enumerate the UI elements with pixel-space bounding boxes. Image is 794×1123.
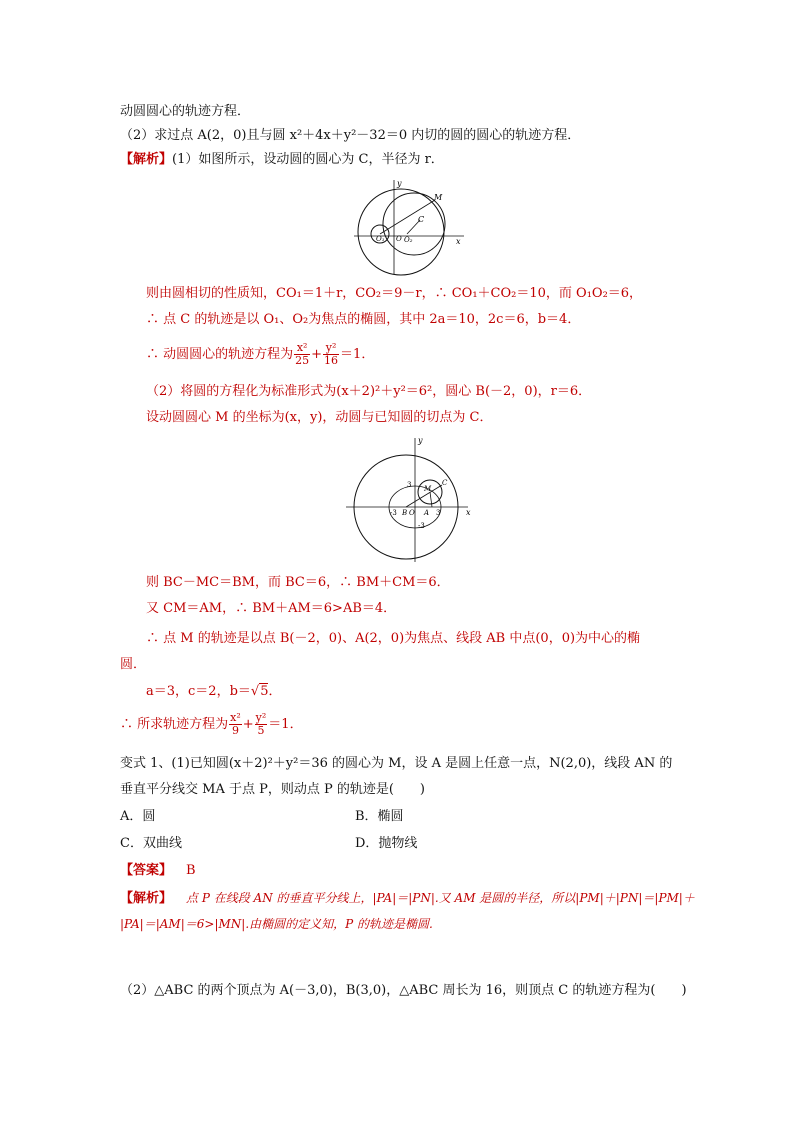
- analysis-line: [120, 889, 695, 908]
- figure-2: [344, 434, 474, 564]
- denominator: 25: [295, 354, 310, 367]
- text-line: ∴ 点 M 的轨迹是以点 B(－2，0)、A(2，0)为焦点、线段 AB 中点(0，0)为中心的椭: [146, 631, 641, 646]
- option-a: A．圆: [120, 809, 156, 824]
- fig1-label-O: O: [396, 235, 402, 243]
- fig2-label-M: M: [424, 485, 432, 493]
- fig1-radius-line: [380, 200, 435, 234]
- values-text: a＝3，c＝2，b＝: [146, 684, 251, 699]
- option-c: C．双曲线: [120, 836, 182, 851]
- values-suffix: ．: [268, 684, 282, 699]
- fig1-label-M: M: [434, 193, 443, 202]
- equation-suffix: ＝1．: [268, 717, 303, 732]
- numerator: y²: [323, 342, 339, 355]
- fig2-line-MA: [430, 492, 432, 507]
- analysis-text-cont: |PA|＝|AM|＝6>|MN|.由椭圆的定义知，P 的轨迹是椭圆.: [120, 917, 433, 931]
- denominator: 5: [257, 724, 265, 737]
- denominator: 16: [324, 354, 339, 367]
- fig2-label-y: y: [418, 436, 423, 445]
- equation-prefix: ∴ 动圆圆心的轨迹方程为: [146, 347, 294, 362]
- answer-value: B: [186, 863, 196, 878]
- text-line: （2）将圆的方程化为标准形式为(x＋2)²＋y²＝6²，圆心 B(－2，0)，r＝6．: [146, 384, 592, 399]
- fraction: [229, 712, 242, 737]
- denominator: 9: [231, 724, 239, 737]
- fig2-label-B: B: [402, 509, 408, 517]
- text-line: 则 BC－MC＝BM，而 BC＝6，∴ BM＋CM＝6．: [146, 575, 450, 590]
- fig1-label-O2: O₂: [404, 236, 413, 244]
- solution-line: [120, 151, 444, 169]
- answer-tag: 【答案】: [120, 863, 173, 878]
- fig2-label-3y: 3: [407, 481, 412, 489]
- equation-line: [146, 340, 374, 370]
- fig1-label-C: C: [418, 215, 425, 224]
- text-line: 又 CM＝AM，∴ BM＋AM＝6>AB＝4．: [146, 601, 397, 616]
- fig2-label-C: C: [442, 479, 448, 487]
- equation-prefix: ∴ 所求轨迹方程为: [120, 717, 229, 732]
- analysis-tag: 【解析】: [120, 891, 173, 906]
- fig2-label-n3y: -3: [418, 522, 425, 530]
- fig2-label-3: 3: [436, 509, 441, 517]
- variant-question-cont: 垂直平分线交 MA 于点 P，则动点 P 的轨迹是( ): [120, 782, 425, 797]
- equation-suffix: ＝1．: [340, 347, 375, 362]
- fig2-label-x: x: [466, 508, 471, 517]
- fig1-label-y: y: [397, 179, 402, 188]
- option-b: B．椭圆: [355, 809, 404, 824]
- solution-tag: 【解析】: [120, 152, 173, 167]
- fraction: [323, 342, 339, 367]
- numerator: x²: [294, 342, 310, 355]
- figure-1: [352, 176, 472, 276]
- plus-sign: +: [311, 347, 323, 362]
- question-2: （2）△ABC 的两个顶点为 A(－3,0)，B(3,0)，△ABC 周长为 16，则顶点 C 的轨迹方程为( ): [120, 983, 687, 998]
- equation-line: [120, 710, 303, 740]
- plus-sign: +: [242, 717, 254, 732]
- solution-text: (1）如图所示，设动圆的圆心为 C，半径为 r．: [172, 152, 444, 167]
- fig2-label-A: A: [424, 509, 430, 517]
- fig1-moving-circle: [383, 193, 445, 255]
- text-line: 动圆圆心的轨迹方程．: [120, 104, 251, 119]
- question-part-2: （2）求过点 A(2，0)且与圆 x²＋4x＋y²－32＝0 内切的圆的圆心的轨迹方程．: [120, 128, 581, 143]
- text-line: 设动圆圆心 M 的坐标为(x，y)，动圆与已知圆的切点为 C．: [146, 410, 493, 425]
- variant-question: 变式 1、(1)已知圆(x＋2)²＋y²＝36 的圆心为 M，设 A 是圆上任意一点，N(2,0)，线段 AN 的: [120, 756, 673, 771]
- option-d: D．抛物线: [355, 836, 418, 851]
- analysis-text: 点 P 在线段 AN 的垂直平分线上，|PA|＝|PN|.又 AM 是圆的半径，所以|PM|＋|PN|＝|PM|＋: [186, 891, 695, 905]
- fig1-label-x: x: [456, 237, 461, 246]
- text-line: ∴ 点 C 的轨迹是以 O₁、O₂为焦点的椭圆，其中 2a＝10，2c＝6，b＝4．: [146, 312, 581, 327]
- answer-line: [120, 862, 196, 880]
- numerator: y²: [255, 711, 267, 724]
- fraction: [294, 342, 310, 367]
- numerator: x²: [230, 711, 241, 724]
- fraction: [255, 712, 268, 737]
- fig2-label-O: O: [409, 509, 415, 517]
- fig1-label-O1: O₁: [376, 235, 385, 243]
- text-line: 圆．: [120, 657, 147, 672]
- values-line: a＝3，c＝2，b＝√5．: [146, 684, 282, 699]
- fig2-label-n3: -3: [390, 509, 397, 517]
- text-line: 则由圆相切的性质知，CO₁＝1＋r，CO₂＝9－r，∴ CO₁＋CO₂＝10，而 O₁O₂＝6，: [146, 286, 643, 301]
- sqrt-value: 5: [260, 684, 269, 699]
